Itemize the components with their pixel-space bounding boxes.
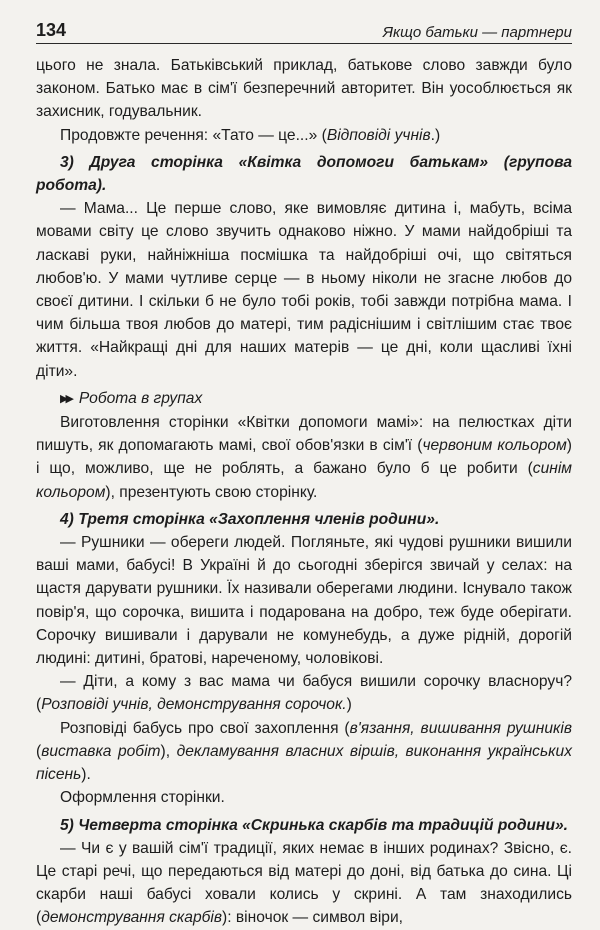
text-run: Продовжте речення: «Тато — це...» (: [60, 126, 327, 144]
text-run: ), презентують свою сторінку.: [105, 483, 318, 501]
paragraph: [36, 124, 572, 147]
text-run: ).: [81, 766, 91, 784]
double-arrow-icon: ▶▶: [60, 392, 71, 405]
text-run: ): віночок — символ віри,: [222, 909, 404, 927]
paragraph: Оформлення сторінки.: [60, 789, 225, 807]
running-title: Якщо батьки — партнери: [382, 24, 572, 41]
text-run: .): [430, 126, 441, 144]
italic-run: демонстрування скарбів: [41, 909, 223, 927]
page-number: 134: [36, 20, 67, 40]
paragraph: [36, 411, 572, 504]
text-run: ): [346, 696, 352, 714]
subheading-label: Робота в групах: [78, 389, 203, 407]
section-heading: 5) Четверта сторінка «Скринька скарбів та традицій родини».: [60, 816, 568, 834]
text-run: — Чи є у вашій сім'ї традиції, яких немає в інших родинах? Звісно, є. Це старі речі, що передаються від матері до доні, від батька до сина. Ці скарби наші бабусі ховали колись у скрині. А там знаходились (: [36, 839, 572, 927]
italic-run: в'язання, вишивання рушників: [349, 719, 572, 737]
text-run: Розповіді бабусь про свої захоплення (: [60, 719, 350, 737]
italic-run: виставка робіт: [41, 742, 161, 760]
italic-run: Відповіді учнів: [326, 126, 431, 144]
paragraph: — Рушники — обереги людей. Погляньте, які чудові рушники вишили ваші мами, бабусі! В Україні й до сьогодні зберігся звичай у селах: на щастя дарувати рушники. Їх називали оберегами людини. Існувало також повір'я, що сорочка, вишита і подарована на добро, теж буде оберігати. Сорочку вишивали і дарували не комунебудь, а дуже рідній, дорогій людині: дитині, братові, нареченому, чоловікові.: [36, 534, 572, 668]
italic-run: червоним кольором: [422, 437, 567, 455]
body-text: [36, 54, 572, 930]
italic-run: декламування власних віршів, виконання українських пісень: [36, 742, 573, 784]
text-run: (: [36, 742, 42, 760]
subheading: [36, 387, 572, 411]
paragraph: — Мама... Це перше слово, яке вимовляє дитина і, мабуть, всіма мовами світу це слово звучить однаково ніжно. У мами найдобріші та ласкаві руки, найніжніша посмішка та найдобріші очі, що світяться любов'ю. У мами чутливе серце — в ньому ніколи не згасне любов до своєї дитини. І скільки б не було тобі років, тобі завжди потрібна мама. І чим більша твоя любов до матері, тим радіснішим і світлішим стає твоє життя. «Найкращі дні для наших матерів — це дні, коли щасливі їхні діти».: [36, 200, 572, 380]
page-header: [36, 0, 572, 44]
text-run: — Діти, а кому з вас мама чи бабуся вишили сорочку власноруч? (: [36, 673, 572, 714]
section-heading: 3) Друга сторінка «Квітка допомоги батькам» (групова робота).: [36, 153, 572, 195]
italic-run: синім кольором: [36, 460, 572, 501]
paragraph: [36, 717, 572, 787]
text-run: Виготовлення сторінки «Квітки допомоги мамі»: на пелюстках діти пишуть, як допомагають мамі, свої обов'язки в сім'ї (: [36, 414, 572, 455]
italic-run: Розповіді учнів, демонстрування сорочок.: [41, 696, 347, 714]
paragraph: [36, 670, 572, 716]
text-run: ),: [160, 742, 177, 760]
paragraph: цього не знала. Батьківський приклад, батькове слово завжди було законом. Батько має в сім'ї безперечний авторитет. Він уособлюється як захисник, годувальник.: [36, 57, 572, 121]
text-run: ) і що, можливо, ще не роблять, а бажано було б це робити (: [36, 437, 572, 478]
section-heading: 4) Третя сторінка «Захоплення членів родини».: [60, 510, 440, 528]
paragraph: [36, 837, 572, 930]
